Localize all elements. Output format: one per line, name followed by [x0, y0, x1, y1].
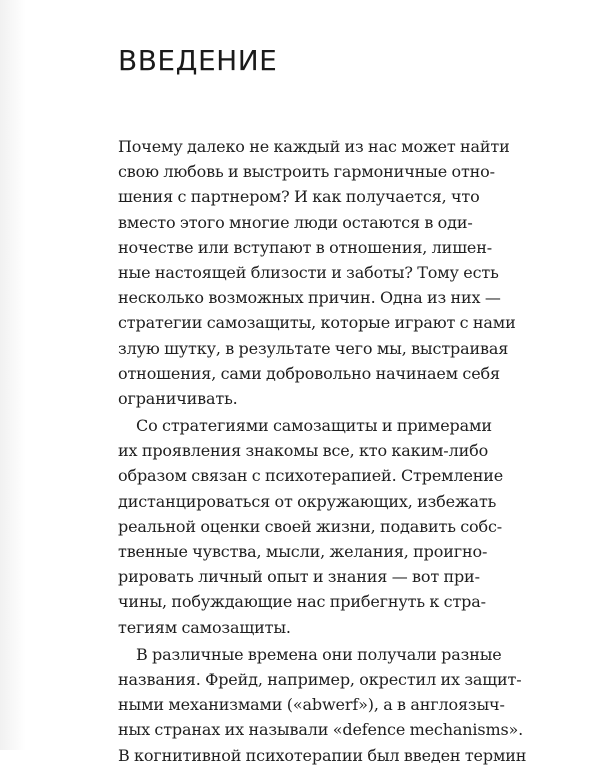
chapter-heading: ВВЕДЕНИЕ	[118, 44, 278, 77]
text-line: ными механизмами («abwerf»), а в англоязыч-	[118, 695, 505, 715]
text-line: Со стратегиями самозащиты и примерами	[136, 416, 492, 436]
text-line: реальной оценки своей жизни, подавить собс-	[118, 516, 503, 536]
paragraph-3	[118, 642, 527, 768]
text-line: тегиям самозащиты.	[118, 617, 291, 637]
page-edge-shadow	[0, 0, 26, 750]
text-line: рировать личный опыт и знания — вот при-	[118, 567, 480, 587]
text-line: твенные чувства, мысли, желания, проигно-	[118, 542, 488, 561]
text-line: их проявления знакомы все, кто каким-либо	[118, 441, 489, 461]
body-text	[118, 134, 527, 768]
text-line: В различные времена они получали разные	[136, 644, 502, 664]
text-line: стратегии самозащиты, которые играют с нами	[118, 313, 516, 333]
text-line: ных странах их называли «defence mechanisms».	[118, 720, 524, 740]
text-line: Почему далеко не каждый из нас может найти	[118, 137, 510, 156]
text-line: образом связан с психотерапией. Стремление	[118, 466, 504, 486]
text-line: ночестве или вступают в отношения, лишен-	[118, 237, 493, 257]
text-line: злую шутку, в результате чего мы, выстраивая	[118, 338, 509, 358]
text-line: ные настоящей близости и заботы? Тому есть	[118, 262, 499, 282]
text-line: названия. Фрейд, например, окрестил их защит-	[118, 669, 522, 689]
text-line: ограничивать.	[118, 388, 238, 408]
text-line: чины, побуждающие нас прибегнуть к стра-	[118, 592, 486, 612]
text-line: несколько возможных причин. Одна из них —	[118, 288, 501, 308]
text-line: вместо этого многие люди остаются в оди-	[118, 212, 473, 232]
paragraph-2	[118, 413, 504, 640]
text-line: отношения, сами добровольно начинаем себя	[118, 363, 500, 383]
text-line: дистанцироваться от окружающих, избежать	[118, 491, 497, 511]
paragraph-1	[118, 134, 516, 411]
text-line: В когнитивной психотерапии был введен термин	[118, 745, 527, 765]
text-line: шения с партнером? И как получается, что	[118, 187, 480, 207]
text-line: свою любовь и выстроить гармоничные отно-	[118, 162, 495, 182]
